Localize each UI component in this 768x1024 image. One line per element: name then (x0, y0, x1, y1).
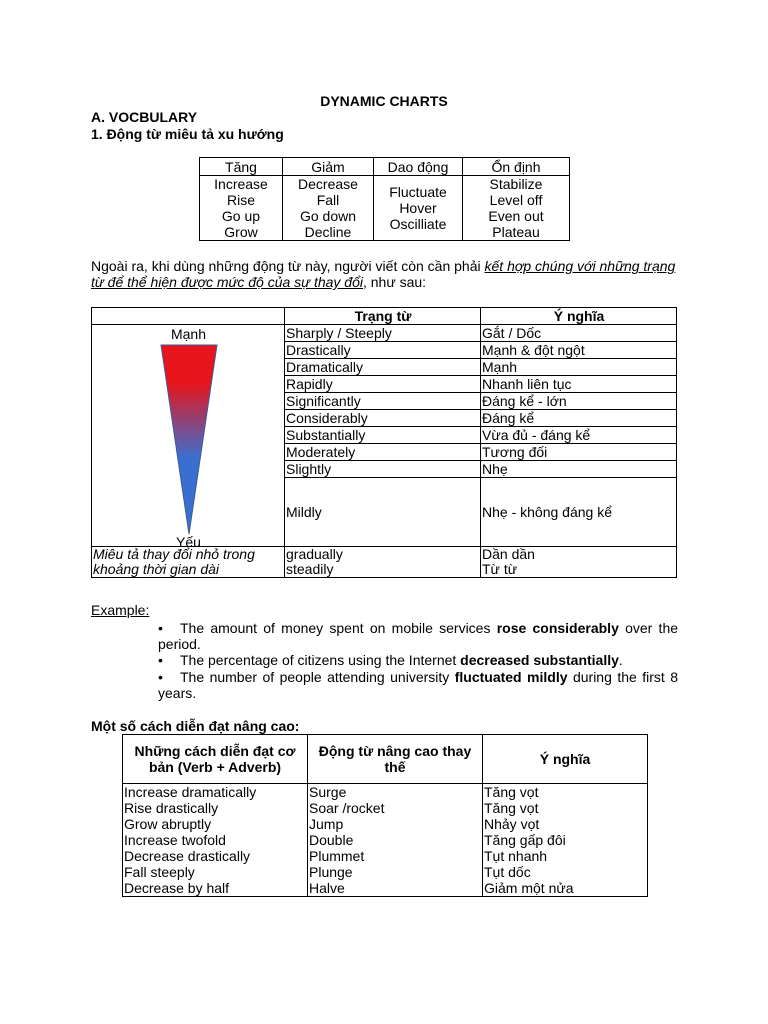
adverb-cell: Mildly (285, 478, 481, 547)
trend-cell-fluctuate (374, 176, 463, 241)
verb: Decrease (298, 176, 358, 192)
adverb-cell: Substantially (285, 427, 481, 444)
gradual-change-label: Miêu tả thay đổi nhỏ trong khoảng thời gian dài (92, 547, 285, 578)
meaning-cell: Tương đối (481, 444, 677, 461)
verb: Go down (299, 208, 357, 224)
example-text: The percentage of citizens using the Internet (180, 652, 461, 668)
expression: Increase dramatically (124, 784, 257, 800)
expression: Grow abruptly (124, 816, 212, 832)
advanced-verb: Soar /rocket (309, 800, 385, 816)
verb: Grow (224, 224, 258, 240)
meaning-cell: Nhanh liên tục (481, 376, 677, 393)
advanced-verb: Surge (309, 784, 347, 800)
meaning: Tụt dốc (484, 864, 531, 880)
trend-header-stabilize: Ổn định (463, 158, 570, 176)
trend-cell-decrease (283, 176, 374, 241)
example-label: Example: (91, 602, 150, 618)
verb: Rise (226, 192, 255, 208)
bullet-icon: • (158, 652, 163, 668)
gradual-adverb-cell (285, 547, 481, 578)
adverb-cell: Dramatically (285, 359, 481, 376)
example-text: The amount of money spent on mobile services (180, 620, 497, 636)
verb: Increase (214, 176, 268, 192)
advanced-heading: Một số cách diễn đạt nâng cao: (91, 718, 300, 734)
verb: Go up (221, 208, 261, 224)
trend-header-decrease: Giảm (283, 158, 374, 176)
meaning: Giảm một nửa (484, 880, 574, 896)
trend-cell-stabilize (463, 176, 570, 241)
meaning: Tăng vọt (484, 784, 539, 800)
example-item (158, 652, 678, 668)
meaning: Tăng vọt (484, 800, 539, 816)
intro-emphasis: kết hợp chúng với những trạng từ để thể hiện được mức độ của sự thay đổi (91, 258, 676, 290)
advanced-header-advanced: Động từ nâng cao thay thế (308, 735, 483, 784)
advanced-verb: Halve (309, 880, 345, 896)
example-text: The number of people attending university (180, 669, 455, 685)
adverb-cell: Considerably (285, 410, 481, 427)
intro-paragraph (91, 258, 681, 290)
trend-verbs-table (199, 157, 570, 241)
advanced-verbs-cell (308, 784, 483, 897)
adverb-header-adverb: Trạng từ (285, 308, 481, 325)
meaning: Từ từ (482, 561, 518, 577)
adverb: steadily (286, 561, 334, 577)
verb: Level off (489, 192, 543, 208)
adverb-cell: Rapidly (285, 376, 481, 393)
example-item (158, 669, 678, 701)
example-bold: rose considerably (496, 620, 619, 636)
advanced-verbs-table (122, 734, 648, 897)
trend-header-fluctuate: Dao động (374, 158, 463, 176)
gradual-meaning-cell (481, 547, 677, 578)
advanced-verb: Jump (309, 816, 344, 832)
adverb-cell: Sharply / Steeply (285, 325, 481, 342)
adverb-header-meaning: Ý nghĩa (481, 308, 677, 325)
verb: Even out (488, 208, 544, 224)
example-text-end: . (618, 652, 623, 668)
expression: Fall steeply (124, 864, 195, 880)
adverb-cell: Moderately (285, 444, 481, 461)
scale-top-label: Mạnh (170, 326, 207, 342)
intensity-scale-cell (92, 325, 285, 550)
expression: Decrease by half (124, 880, 230, 896)
meaning-cell: Gắt / Dốc (481, 325, 677, 342)
meaning-cell: Nhẹ - không đáng kể (481, 478, 677, 547)
meaning-cell: Đáng kể (481, 410, 677, 427)
verb: Hover (399, 200, 437, 216)
verb: Fluctuate (389, 184, 447, 200)
verb: Stabilize (489, 176, 543, 192)
intensity-triangle-icon (160, 344, 218, 536)
meaning-cell: Vừa đủ - đáng kể (481, 427, 677, 444)
scale-bottom-label: Yếu (176, 534, 201, 550)
trend-cell-increase (200, 176, 283, 241)
expression: Rise drastically (124, 800, 219, 816)
bullet-icon: • (158, 669, 163, 685)
adverb-cell: Drastically (285, 342, 481, 359)
intro-text: Ngoài ra, khi dùng những động từ này, người viết còn cần phải (91, 258, 485, 274)
advanced-header-meaning: Ý nghĩa (483, 735, 648, 784)
advanced-verb: Plummet (309, 848, 365, 864)
subsection-heading-trend-verbs: 1. Động từ miêu tả xu hướng (91, 126, 284, 142)
advanced-meaning-cell (483, 784, 648, 897)
meaning: Nhảy vọt (484, 816, 540, 832)
adverb-cell: Slightly (285, 461, 481, 478)
meaning-cell: Mạnh (481, 359, 677, 376)
trend-header-increase: Tăng (200, 158, 283, 176)
expression: Increase twofold (124, 832, 226, 848)
meaning: Dần dần (482, 546, 535, 562)
advanced-verb: Double (309, 832, 354, 848)
expression: Decrease drastically (124, 848, 251, 864)
adverb-cell: Significantly (285, 393, 481, 410)
document-title: DYNAMIC CHARTS (320, 93, 448, 109)
meaning-cell: Đáng kể - lớn (481, 393, 677, 410)
example-item (158, 620, 678, 652)
advanced-verb: Plunge (309, 864, 353, 880)
section-heading-vocabulary: A. VOCBULARY (91, 109, 198, 125)
meaning-cell: Nhẹ (481, 461, 677, 478)
example-text-end: during the first 8 years. (158, 669, 679, 701)
basic-expressions-cell (123, 784, 308, 897)
verb: Fall (316, 192, 340, 208)
verb: Oscilliate (389, 216, 447, 232)
meaning-cell: Mạnh & đột ngột (481, 342, 677, 359)
meaning: Tụt nhanh (484, 848, 548, 864)
adverb: gradually (286, 546, 343, 562)
advanced-header-basic: Những cách diễn đạt cơ bản (Verb + Adverb) (123, 735, 308, 784)
example-bold: decreased substantially (460, 652, 619, 668)
intro-text-end: , như sau: (362, 274, 427, 290)
meaning: Tăng gấp đôi (484, 832, 566, 848)
example-text-end: over the period. (158, 620, 679, 652)
verb: Plateau (492, 224, 540, 240)
bullet-icon: • (158, 620, 163, 636)
adverb-table (91, 307, 677, 578)
verb: Decline (304, 224, 352, 240)
example-bold: fluctuated mildly (454, 669, 568, 685)
adverb-header-blank (92, 308, 285, 325)
